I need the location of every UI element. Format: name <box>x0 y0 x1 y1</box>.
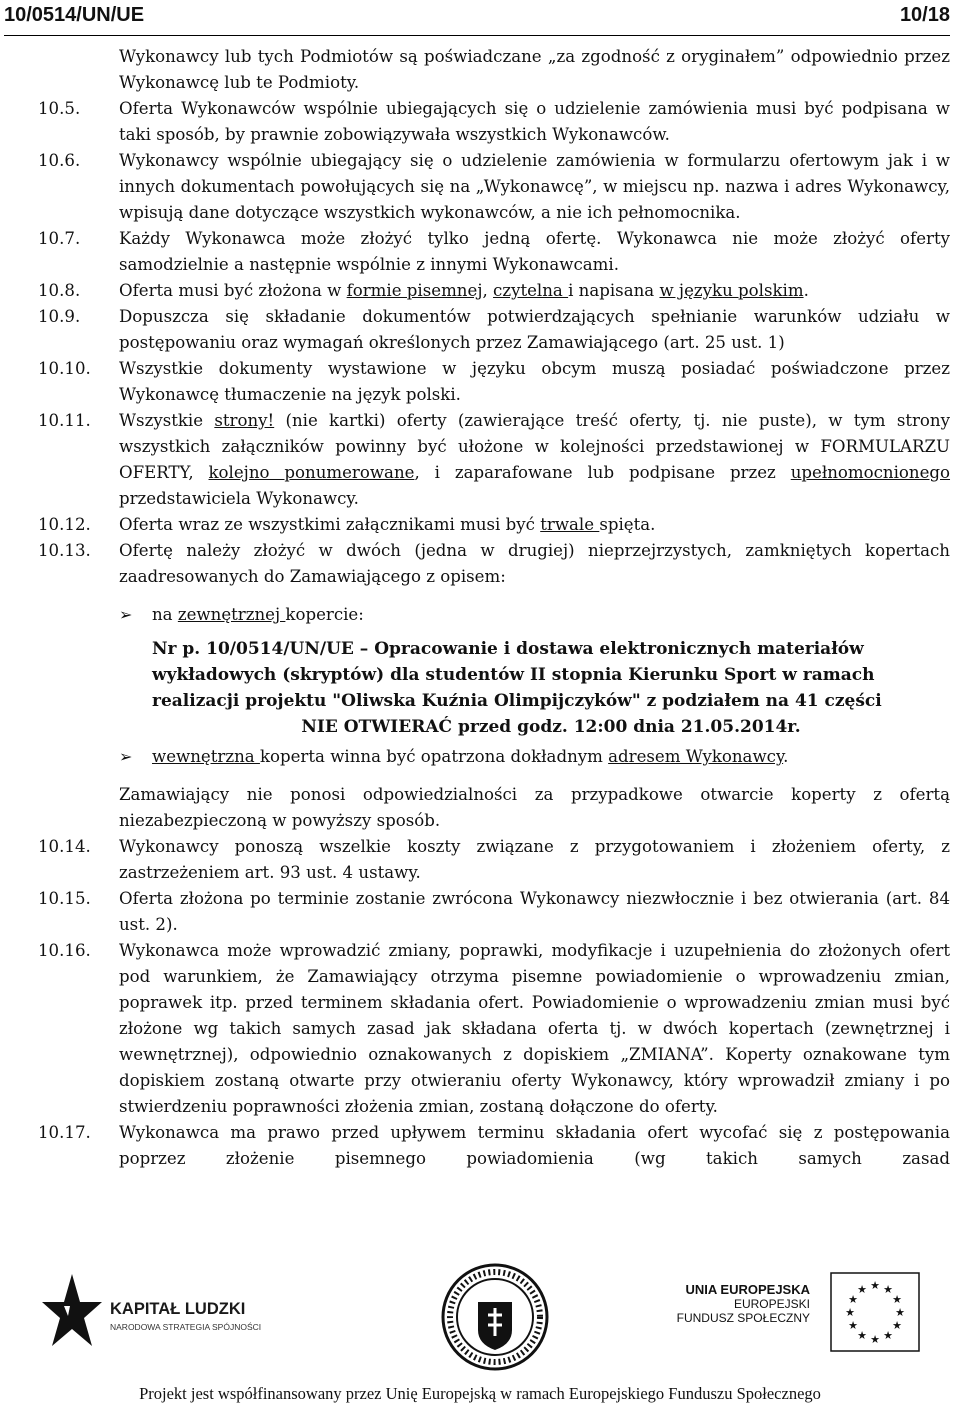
item-text: Dopuszcza się składanie dokumentów potwierdzających spełnianie warunków udziału w postępowaniu oraz wymagań określonych przez Zamawiającego (art. 25 ust. 1) <box>119 307 950 352</box>
item-number: 10.13. <box>38 541 91 560</box>
underlined-text: w języku polskim <box>659 281 804 300</box>
item-text: Wykonawca może wprowadzić zmiany, poprawki, modyfikacje i uzupełnienia do złożonych ofert pod warunkiem, że Zamawiający otrzyma pisemne powiadomienie o wprowadzeniu zmian, poprawek itp. przed terminem składania ofert. Powiadomienie o wprowadzeniu zmian musi być złożone wg takich samych zasad jak składana oferta tj. w dwóch kopertach (zewnętrznej i wewnętrznej), odpowiednio oznakowanych z dopiskiem „ZMIANA”. Koperty oznakowane tym dopiskiem zostaną otwarte przy otwieraniu oferty Wykonawcy, który wprowadził zmiany i po stwierdzeniu poprawności złożenia zmian, zostaną dołączone do oferty. <box>119 941 950 1116</box>
item-text: Ofertę należy złożyć w dwóch (jedna w drugiej) nieprzejrzystych, zamkniętych kopertach zaadresowanych do Zamawiającego z opisem: <box>119 541 950 586</box>
item-text: Wykonawcy lub tych Podmiotów są poświadczane „za zgodność z oryginałem” odpowiednio przez Wykonawcę lub te Podmioty. <box>119 47 950 92</box>
text-span: Oferta musi być złożona w <box>119 281 347 300</box>
text-span: kopercie: <box>285 605 364 624</box>
item-text: Oferta złożona po terminie zostanie zwrócona Wykonawcy niezwłocznie i bez otwierania (art. 84 ust. 2). <box>119 889 950 934</box>
arrow-bullet-icon: ➢ <box>119 747 133 766</box>
underlined-text: formie pisemnej <box>346 281 483 300</box>
svg-text:★: ★ <box>870 1279 880 1292</box>
svg-text:★: ★ <box>870 1333 880 1346</box>
list-item <box>38 512 950 538</box>
text-span: przedstawiciela Wykonawcy. <box>119 489 359 508</box>
item-text <box>119 408 950 512</box>
document-body <box>38 44 950 1172</box>
svg-text:★: ★ <box>892 1319 902 1332</box>
svg-text:★: ★ <box>848 1293 858 1306</box>
item-number: 10.14. <box>38 837 91 856</box>
text-span: , i zaparafowane lub podpisane przez <box>414 463 791 482</box>
svg-text:★: ★ <box>857 1283 867 1296</box>
text-span: . <box>803 281 809 300</box>
svg-text:★: ★ <box>895 1306 905 1319</box>
list-item <box>38 834 950 886</box>
text-span: . <box>783 747 789 766</box>
underlined-text: zewnętrznej <box>177 605 286 624</box>
list-item <box>38 886 950 938</box>
text-span: Wszystkie <box>119 411 215 430</box>
item-number <box>38 44 119 96</box>
item-number: 10.7. <box>38 229 81 248</box>
svg-text:★: ★ <box>883 1329 893 1342</box>
eu-flag-icon <box>830 1272 920 1352</box>
list-item <box>38 1120 950 1172</box>
item-text: Wykonawcy ponoszą wszelkie koszty związane z przygotowaniem i złożeniem oferty, z zastrzeżeniem art. 93 ust. 4 ustawy. <box>119 837 950 882</box>
item-text: Wykonawcy wspólnie ubiegający się o udzielenie zamówienia w formularzu ofertowym jak i w innych dokumentach powołujących się na „Wykonawcę”, w miejscu np. nazwa i adres Wykonawcy, wpisują dane dotyczące wszystkich wykonawców, a nie ich pełnomocnika. <box>119 151 950 222</box>
eu-fund-line2: FUNDUSZ SPOŁECZNY <box>676 1311 810 1325</box>
svg-text:★: ★ <box>883 1283 893 1296</box>
page-header <box>4 4 950 36</box>
envelope-line: realizacji projektu "Oliwska Kuźnia Olimpijczyków" z podziałem na 41 części <box>152 691 882 711</box>
bullet-item <box>38 744 950 770</box>
envelope-label <box>38 636 950 740</box>
underlined-text: upełnomocnionego <box>790 463 951 482</box>
list-item <box>38 408 950 512</box>
svg-text:★: ★ <box>845 1306 855 1319</box>
item-number: 10.8. <box>38 281 81 300</box>
item-text: Wykonawca ma prawo przed upływem terminu składania ofert wycofać się z postępowania poprzez złożenie pisemnego powiadomienia (wg takich samych zasad <box>119 1123 950 1168</box>
item-text <box>119 512 950 538</box>
kapital-ludzki-subtitle: NARODOWA STRATEGIA SPÓJNOŚCI <box>110 1322 262 1332</box>
list-item <box>38 278 950 304</box>
note-paragraph: Zamawiający nie ponosi odpowiedzialności za przypadkowe otwarcie koperty z ofertą niezabezpieczoną w powyższy sposób. <box>119 785 950 830</box>
underlined-text: strony! <box>214 411 275 430</box>
bullet-item <box>38 602 950 628</box>
eu-title: UNIA EUROPEJSKA <box>685 1282 810 1297</box>
list-item <box>38 148 950 226</box>
list-item <box>38 538 950 590</box>
arrow-bullet-icon: ➢ <box>119 605 133 624</box>
kapital-ludzki-star-icon <box>40 1272 104 1356</box>
text-span: i napisana <box>568 281 660 300</box>
text-span: (nie kartki) oferty (zawierające treść oferty, tj. nie puste), w tym strony wszystkich załączników powinny być ułożone w kolejności przedstawionej w FORMULARZU OFERTY, <box>119 411 950 482</box>
footer-logos <box>0 1262 960 1372</box>
envelope-warning: NIE OTWIERAĆ przed godz. 12:00 dnia 21.05.2014r. <box>301 717 801 737</box>
text-span: koperta winna być opatrzona dokładnym <box>259 747 609 766</box>
item-number: 10.15. <box>38 889 91 908</box>
item-number: 10.12. <box>38 515 91 534</box>
bullet-text <box>152 744 950 770</box>
item-number: 10.16. <box>38 941 91 960</box>
svg-text:★: ★ <box>848 1319 858 1332</box>
page-footer: Projekt jest współfinansowany przez Unię Europejską w ramach Europejskiego Funduszu Społecznego <box>139 1384 821 1403</box>
bullet-text <box>152 602 950 628</box>
item-number: 10.6. <box>38 151 81 170</box>
underlined-text: adresem Wykonawcy <box>608 747 784 766</box>
text-span: spięta. <box>599 515 656 534</box>
item-number: 10.11. <box>38 411 91 430</box>
text-span: na <box>152 605 178 624</box>
underlined-text: kolejno ponumerowane <box>208 463 415 482</box>
envelope-line: wykładowych (skryptów) dla studentów II stopnia Kierunku Sport w ramach <box>152 665 875 685</box>
text-span: Oferta wraz ze wszystkimi załącznikami musi być <box>119 515 541 534</box>
item-text: Wszystkie dokumenty wystawione w języku obcym muszą posiadać poświadczone przez Wykonawcę tłumaczenie na język polski. <box>119 359 950 404</box>
list-item <box>38 96 950 148</box>
svg-text:★: ★ <box>892 1293 902 1306</box>
underlined-text: wewnętrzna <box>152 747 260 766</box>
underlined-text: trwale <box>540 515 600 534</box>
svg-text:★: ★ <box>857 1329 867 1342</box>
spacer <box>38 770 950 782</box>
item-text <box>119 278 950 304</box>
list-item <box>38 304 950 356</box>
document-number: 10/0514/UN/UE <box>4 4 145 26</box>
text-span: , <box>482 281 494 300</box>
item-number: 10.17. <box>38 1123 91 1142</box>
item-text: Oferta Wykonawców wspólnie ubiegających się o udzielenie zamówienia musi być podpisana w taki sposób, by prawnie zobowiązywała wszystkich Wykonawców. <box>119 99 950 144</box>
eu-fund-line1: EUROPEJSKI <box>733 1297 810 1311</box>
item-number: 10.10. <box>38 359 91 378</box>
kapital-ludzki-title: KAPITAŁ LUDZKI <box>110 1300 246 1318</box>
envelope-line: Nr p. 10/0514/UN/UE – Opracowanie i dostawa elektronicznych materiałów <box>152 639 864 659</box>
list-item <box>38 226 950 278</box>
item-text: Każdy Wykonawca może złożyć tylko jedną ofertę. Wykonawca nie może złożyć oferty samodzielnie a następnie wspólnie z innymi Wykonawcami. <box>119 229 950 274</box>
item-number: 10.9. <box>38 307 81 326</box>
eu-text-logo <box>660 1282 810 1325</box>
list-item <box>38 44 950 96</box>
item-number: 10.5. <box>38 99 81 118</box>
list-item <box>38 356 950 408</box>
underlined-text: czytelna <box>493 281 569 300</box>
university-seal-logo <box>440 1262 550 1372</box>
page-number: 10/18 <box>899 4 950 26</box>
list-item <box>38 938 950 1120</box>
